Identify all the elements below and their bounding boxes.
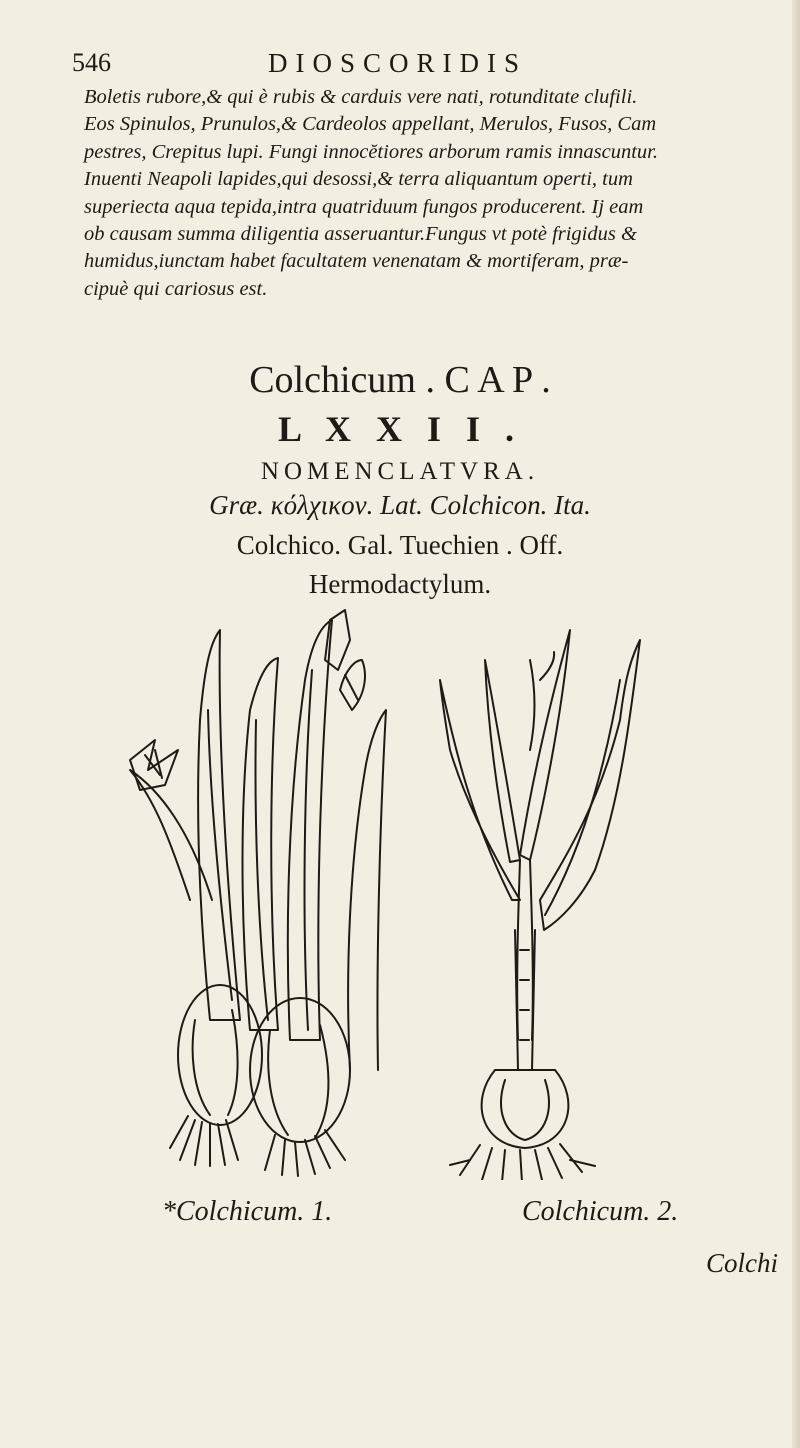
nomenclature-heading: NOMENCLATVRA.	[260, 458, 540, 485]
page-header	[72, 42, 672, 82]
colchicum-2-illustration	[440, 630, 640, 1180]
colchicum-1-illustration	[130, 610, 386, 1176]
body-line: cipuè qui cariosus est.	[84, 277, 268, 300]
body-line: humidus,iunctam habet facultatem venenatam & mortiferam, præ-	[84, 250, 629, 273]
body-line: Boletis rubore,& qui è rubis & carduis vere nati, rotunditate clufili.	[84, 86, 638, 108]
plate-caption-right: Colchicum. 2.	[522, 1196, 679, 1227]
plate-caption-left: *Colchicum. 1.	[162, 1196, 333, 1227]
body-line: ob causam summa diligentia asseruantur.Fungus vt potè frigidus &	[84, 223, 637, 246]
body-line: superiecta aqua tepida,intra quatriduum fungos producerent. Ij eam	[84, 195, 644, 218]
body-line: Eos Spinulos, Prunulos,& Cardeolos appellant, Merulos, Fusos, Cam	[84, 113, 657, 136]
chapter-number: L X X I I .	[277, 409, 523, 449]
catchword: Colchi	[706, 1248, 778, 1278]
body-line: pestres, Crepitus lupi. Fungi innocĕtiores arborum ramis innascuntur.	[84, 140, 658, 163]
running-title: DIOSCORIDIS	[268, 48, 528, 78]
page-edge	[792, 0, 800, 1448]
chapter-title: Colchicum . C A P .	[249, 359, 551, 401]
nomenclature-line-3: Hermodactylum.	[308, 569, 492, 599]
body-paragraph	[84, 84, 784, 303]
page-number: 546	[72, 48, 111, 77]
nomenclature-line-2: Colchico. Gal. Tuechien . Off.	[236, 530, 564, 560]
nomenclature-line-1: Græ. κόλχικον. Lat. Colchicon. Ita.	[209, 490, 591, 520]
colchicum-woodcuts	[100, 600, 680, 1180]
body-line: Inuenti Neapoli lapides,qui desossi,& terra aliquantum operti, tum	[84, 168, 633, 191]
